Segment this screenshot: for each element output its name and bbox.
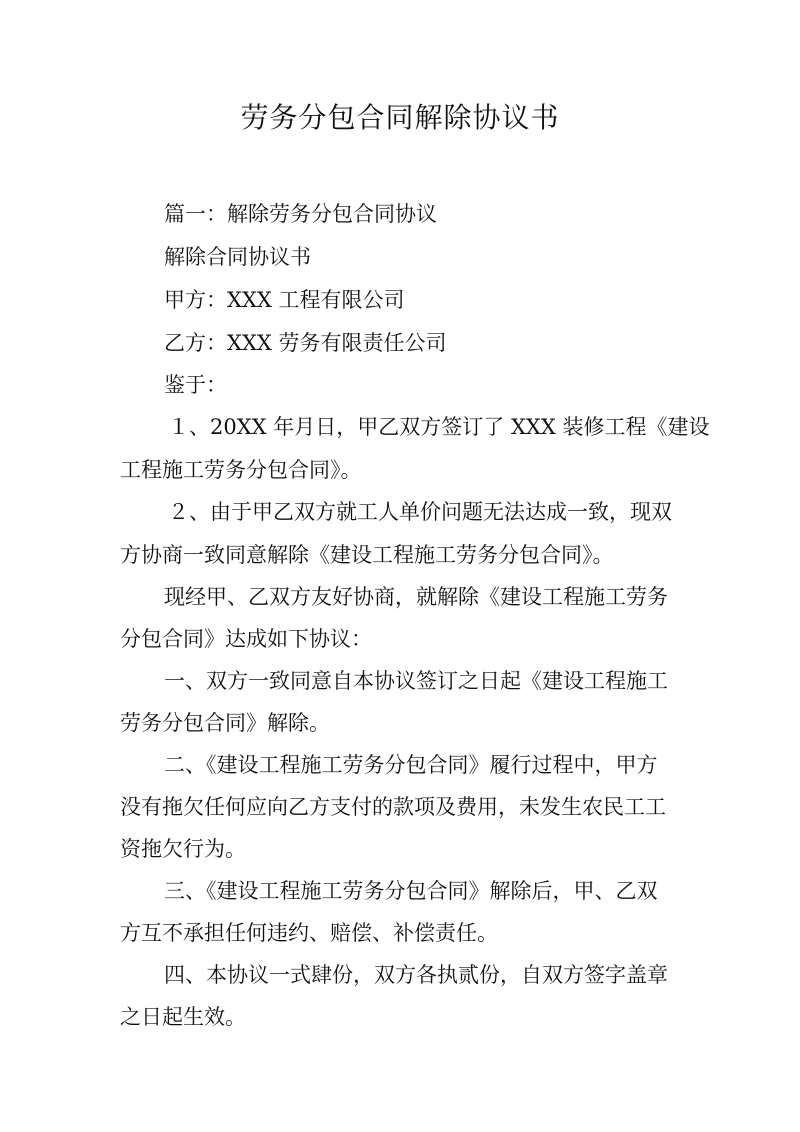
section-heading: 篇一：解除劳务分包合同协议 xyxy=(164,202,437,226)
whereas-heading: 鉴于： xyxy=(164,373,227,397)
party-a: 甲方：XXX 工程有限公司 xyxy=(164,288,405,312)
clause-2-line-3: 资拖欠行为。 xyxy=(120,837,246,861)
clause-4-line-2: 之日起生效。 xyxy=(120,1005,246,1029)
clause-3-line-2: 方互不承担任何违约、赔偿、补偿责任。 xyxy=(120,921,498,945)
clause-4-line-1: 四、本协议一式肆份，双方各执贰份，自双方签字盖章 xyxy=(164,963,668,987)
clause-3-line-1: 三、《建设工程施工劳务分包合同》解除后，甲、乙双 xyxy=(164,879,658,903)
recital-1-line-2: 工程施工劳务分包合同》。 xyxy=(120,458,362,482)
preamble-line-2: 分包合同》达成如下协议： xyxy=(120,627,372,651)
clause-1-line-2: 劳务分包合同》解除。 xyxy=(120,711,330,735)
recital-1-line-1: １、20XX 年月日，甲乙双方签订了 XXX 装修工程《建设 xyxy=(168,415,710,439)
party-b: 乙方：XXX 劳务有限责任公司 xyxy=(164,331,447,355)
clause-2-line-1: 二、《建设工程施工劳务分包合同》履行过程中，甲方 xyxy=(164,753,658,777)
document-title: 劳务分包合同解除协议书 xyxy=(240,101,560,134)
recital-2-line-1: ２、由于甲乙双方就工人单价问题无法达成一致，现双 xyxy=(168,500,672,524)
recital-2-line-2: 方协商一致同意解除《建设工程施工劳务分包合同》。 xyxy=(120,543,614,567)
clause-1-line-1: 一、双方一致同意自本协议签订之日起《建设工程施工 xyxy=(164,669,668,693)
clause-2-line-2: 没有拖欠任何应向乙方支付的款项及费用，未发生农民工工 xyxy=(120,795,666,819)
preamble-line-1: 现经甲、乙双方友好协商，就解除《建设工程施工劳务 xyxy=(164,585,668,609)
agreement-subtitle: 解除合同协议书 xyxy=(164,245,311,269)
